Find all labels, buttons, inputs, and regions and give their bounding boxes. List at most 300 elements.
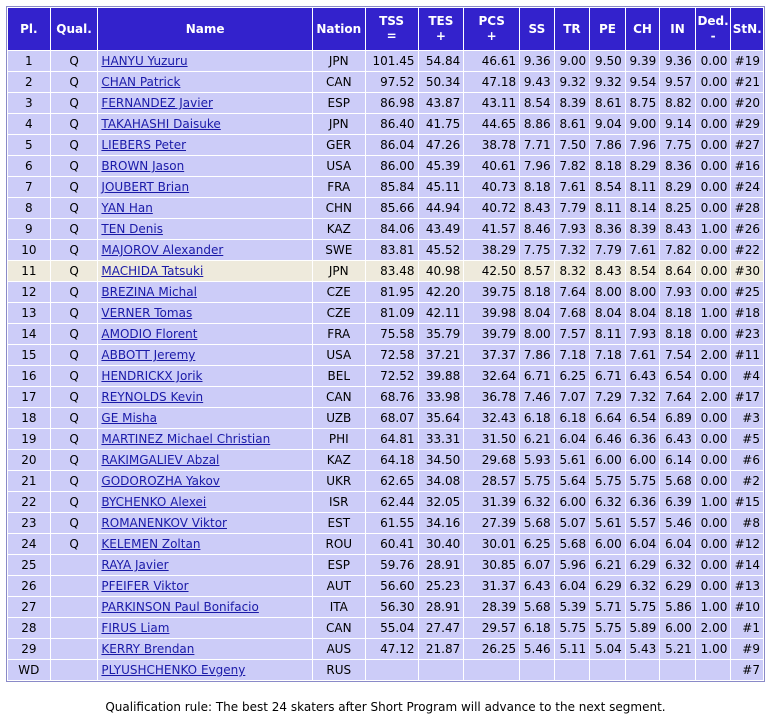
tes-cell: 41.75 xyxy=(419,114,464,134)
pcs-cell: 39.79 xyxy=(464,324,519,344)
tr-cell: 8.61 xyxy=(555,114,590,134)
table-row xyxy=(8,639,763,659)
table-row xyxy=(8,198,763,218)
tes-cell: 32.05 xyxy=(419,492,464,512)
ss-cell: 6.71 xyxy=(520,366,554,386)
tss-cell: 85.84 xyxy=(366,177,418,197)
pcs-cell: 26.25 xyxy=(464,639,519,659)
skater-name-cell xyxy=(98,261,311,281)
place-cell: 26 xyxy=(8,576,50,596)
deductions-cell: 0.00 xyxy=(696,576,731,596)
pcs-cell: 29.68 xyxy=(464,450,519,470)
in-cell: 6.32 xyxy=(660,555,695,575)
nation-cell: USA xyxy=(313,156,365,176)
qualification-cell xyxy=(51,597,98,617)
pe-cell xyxy=(590,660,625,680)
tr-cell: 6.25 xyxy=(555,366,590,386)
start-number-cell: #12 xyxy=(731,534,763,554)
skater-name-cell xyxy=(98,660,311,680)
deductions-cell: 0.00 xyxy=(696,324,731,344)
ss-cell: 8.00 xyxy=(520,324,554,344)
qualification-cell xyxy=(51,660,98,680)
deductions-cell: 1.00 xyxy=(696,303,731,323)
ss-cell: 5.68 xyxy=(520,513,554,533)
tes-cell: 34.50 xyxy=(419,450,464,470)
skater-name-link[interactable]: JOUBERT Brian xyxy=(101,180,190,194)
nation-cell: FRA xyxy=(313,177,365,197)
in-cell: 9.57 xyxy=(660,72,695,92)
ch-cell: 7.61 xyxy=(626,345,660,365)
table-row xyxy=(8,219,763,239)
skater-name-link[interactable]: MAJOROV Alexander xyxy=(101,243,224,257)
place-cell: 11 xyxy=(8,261,50,281)
tss-cell: 61.55 xyxy=(366,513,418,533)
tes-cell xyxy=(419,660,464,680)
skater-name-cell xyxy=(98,135,311,155)
skater-name-cell xyxy=(98,492,311,512)
nation-cell: ESP xyxy=(313,93,365,113)
skater-name-cell xyxy=(98,324,311,344)
start-number-cell: #17 xyxy=(731,387,763,407)
tr-cell: 6.04 xyxy=(555,576,590,596)
skater-name-link[interactable]: REYNOLDS Kevin xyxy=(101,390,204,404)
skater-name-link[interactable]: GODOROZHA Yakov xyxy=(101,474,220,488)
skater-name-link[interactable]: HENDRICKX Jorik xyxy=(101,369,203,383)
place-cell: 8 xyxy=(8,198,50,218)
in-cell: 6.39 xyxy=(660,492,695,512)
in-cell: 6.43 xyxy=(660,429,695,449)
tss-cell: 86.00 xyxy=(366,156,418,176)
tr-cell: 5.96 xyxy=(555,555,590,575)
in-cell: 7.64 xyxy=(660,387,695,407)
pcs-cell: 28.57 xyxy=(464,471,519,491)
skater-name-cell xyxy=(98,177,311,197)
in-cell: 7.75 xyxy=(660,135,695,155)
place-cell: 6 xyxy=(8,156,50,176)
skater-name-cell xyxy=(98,51,311,71)
table-row xyxy=(8,114,763,134)
ss-cell: 6.43 xyxy=(520,576,554,596)
place-cell: 3 xyxy=(8,93,50,113)
skater-name-cell xyxy=(98,513,311,533)
place-cell: 1 xyxy=(8,51,50,71)
tes-cell: 27.47 xyxy=(419,618,464,638)
pe-cell: 8.54 xyxy=(590,177,625,197)
tr-cell: 7.82 xyxy=(555,156,590,176)
ss-cell: 8.18 xyxy=(520,177,554,197)
skater-name-link[interactable]: ROMANENKOV Viktor xyxy=(101,516,227,530)
nation-cell: CAN xyxy=(313,618,365,638)
tes-cell: 45.52 xyxy=(419,240,464,260)
tr-cell: 7.93 xyxy=(555,219,590,239)
pcs-cell: 37.37 xyxy=(464,345,519,365)
tes-cell: 33.31 xyxy=(419,429,464,449)
ss-cell: 5.68 xyxy=(520,597,554,617)
ch-cell: 9.00 xyxy=(626,114,660,134)
pe-cell: 6.00 xyxy=(590,450,625,470)
in-cell: 8.82 xyxy=(660,93,695,113)
nation-cell: ITA xyxy=(313,597,365,617)
place-cell: 27 xyxy=(8,597,50,617)
ch-cell: 6.04 xyxy=(626,534,660,554)
in-cell: 5.21 xyxy=(660,639,695,659)
skater-name-link[interactable]: BREZINA Michal xyxy=(101,285,197,299)
pe-cell: 6.21 xyxy=(590,555,625,575)
col-header-pe: PE xyxy=(590,8,625,50)
table-row xyxy=(8,240,763,260)
place-cell: 15 xyxy=(8,345,50,365)
skater-name-cell xyxy=(98,450,311,470)
place-cell: 21 xyxy=(8,471,50,491)
skater-name-link[interactable]: HANYU Yuzuru xyxy=(101,54,188,68)
col-header-qualification: Qual. xyxy=(51,8,98,50)
deductions-cell: 2.00 xyxy=(696,618,731,638)
skater-name-cell xyxy=(98,114,311,134)
pcs-cell: 38.78 xyxy=(464,135,519,155)
qualification-cell: Q xyxy=(51,51,98,71)
deductions-cell: 2.00 xyxy=(696,387,731,407)
skater-name-link[interactable]: AMODIO Florent xyxy=(101,327,198,341)
tr-cell: 7.32 xyxy=(555,240,590,260)
ch-cell: 9.39 xyxy=(626,51,660,71)
qualification-cell: Q xyxy=(51,114,98,134)
skater-name-link[interactable]: PLYUSHCHENKO Evgeny xyxy=(101,663,246,677)
in-cell: 8.29 xyxy=(660,177,695,197)
in-cell: 8.43 xyxy=(660,219,695,239)
nation-cell: ROU xyxy=(313,534,365,554)
col-header-ch: CH xyxy=(626,8,660,50)
skater-name-link[interactable]: FIRUS Liam xyxy=(101,621,170,635)
start-number-cell: #8 xyxy=(731,513,763,533)
pcs-cell: 41.57 xyxy=(464,219,519,239)
skater-name-link[interactable]: RAYA Javier xyxy=(101,558,169,572)
qualification-cell xyxy=(51,555,98,575)
nation-cell: AUS xyxy=(313,639,365,659)
skater-name-link[interactable]: LIEBERS Peter xyxy=(101,138,187,152)
qualification-cell: Q xyxy=(51,240,98,260)
qualification-cell: Q xyxy=(51,324,98,344)
nation-cell: JPN xyxy=(313,261,365,281)
pe-cell: 6.46 xyxy=(590,429,625,449)
table-row xyxy=(8,492,763,512)
tr-cell: 7.68 xyxy=(555,303,590,323)
skater-name-link[interactable]: CHAN Patrick xyxy=(101,75,181,89)
ch-cell: 8.04 xyxy=(626,303,660,323)
tr-cell: 5.75 xyxy=(555,618,590,638)
place-cell: 2 xyxy=(8,72,50,92)
qualification-cell: Q xyxy=(51,261,98,281)
ss-cell: 7.96 xyxy=(520,156,554,176)
tes-cell: 45.11 xyxy=(419,177,464,197)
tss-cell: 47.12 xyxy=(366,639,418,659)
skater-name-link[interactable]: FERNANDEZ Javier xyxy=(101,96,213,110)
pe-cell: 6.32 xyxy=(590,492,625,512)
col-header-nation: Nation xyxy=(313,8,365,50)
ss-cell xyxy=(520,660,554,680)
ss-cell: 7.46 xyxy=(520,387,554,407)
pcs-cell: 32.43 xyxy=(464,408,519,428)
header-row xyxy=(8,8,763,50)
tes-cell: 34.08 xyxy=(419,471,464,491)
skater-name-link[interactable]: VERNER Tomas xyxy=(101,306,193,320)
in-cell: 6.29 xyxy=(660,576,695,596)
pcs-cell: 31.50 xyxy=(464,429,519,449)
pcs-cell: 32.64 xyxy=(464,366,519,386)
skater-name-link[interactable]: KERRY Brendan xyxy=(101,642,195,656)
tr-cell: 9.00 xyxy=(555,51,590,71)
tes-cell: 54.84 xyxy=(419,51,464,71)
pcs-cell xyxy=(464,660,519,680)
place-cell: 19 xyxy=(8,429,50,449)
deductions-cell: 1.00 xyxy=(696,492,731,512)
table-row xyxy=(8,597,763,617)
skater-name-link[interactable]: MARTINEZ Michael Christian xyxy=(101,432,271,446)
in-cell: 8.64 xyxy=(660,261,695,281)
tes-cell: 40.98 xyxy=(419,261,464,281)
pcs-cell: 47.18 xyxy=(464,72,519,92)
tss-cell: 86.04 xyxy=(366,135,418,155)
pcs-cell: 31.37 xyxy=(464,576,519,596)
place-cell: 12 xyxy=(8,282,50,302)
tr-cell: 7.57 xyxy=(555,324,590,344)
tr-cell: 6.00 xyxy=(555,492,590,512)
pe-cell: 8.11 xyxy=(590,198,625,218)
qualification-cell: Q xyxy=(51,387,98,407)
skater-name-link[interactable]: TAKAHASHI Daisuke xyxy=(101,117,221,131)
tss-cell: 68.76 xyxy=(366,387,418,407)
ch-cell: 8.39 xyxy=(626,219,660,239)
ch-cell: 6.54 xyxy=(626,408,660,428)
skater-name-link[interactable]: YAN Han xyxy=(101,201,153,215)
pcs-cell: 38.29 xyxy=(464,240,519,260)
start-number-cell: #25 xyxy=(731,282,763,302)
nation-cell: UZB xyxy=(313,408,365,428)
ss-cell: 6.07 xyxy=(520,555,554,575)
place-cell: 17 xyxy=(8,387,50,407)
pe-cell: 9.32 xyxy=(590,72,625,92)
nation-cell: AUT xyxy=(313,576,365,596)
tes-cell: 33.98 xyxy=(419,387,464,407)
pcs-cell: 40.72 xyxy=(464,198,519,218)
in-cell: 8.36 xyxy=(660,156,695,176)
tss-cell: 81.95 xyxy=(366,282,418,302)
ss-cell: 8.04 xyxy=(520,303,554,323)
place-cell: 5 xyxy=(8,135,50,155)
nation-cell: FRA xyxy=(313,324,365,344)
pe-cell: 5.75 xyxy=(590,618,625,638)
pe-cell: 8.36 xyxy=(590,219,625,239)
table-row xyxy=(8,177,763,197)
ss-cell: 8.43 xyxy=(520,198,554,218)
qualification-cell: Q xyxy=(51,429,98,449)
col-header-tr: TR xyxy=(555,8,590,50)
tss-cell: 81.09 xyxy=(366,303,418,323)
ch-cell: 9.54 xyxy=(626,72,660,92)
tss-cell: 64.18 xyxy=(366,450,418,470)
tss-cell: 84.06 xyxy=(366,219,418,239)
deductions-cell: 0.00 xyxy=(696,471,731,491)
skater-name-link[interactable]: PFEIFER Viktor xyxy=(101,579,189,593)
skater-name-link[interactable]: MACHIDA Tatsuki xyxy=(101,264,204,278)
skater-name-cell xyxy=(98,156,311,176)
tes-cell: 37.21 xyxy=(419,345,464,365)
col-header-start-number: StN. xyxy=(731,8,763,50)
pcs-cell: 36.78 xyxy=(464,387,519,407)
skater-name-cell xyxy=(98,366,311,386)
ss-cell: 9.43 xyxy=(520,72,554,92)
pe-cell: 7.79 xyxy=(590,240,625,260)
nation-cell: CAN xyxy=(313,387,365,407)
place-cell: 23 xyxy=(8,513,50,533)
skater-name-link[interactable]: BYCHENKO Alexei xyxy=(101,495,207,509)
tes-cell: 21.87 xyxy=(419,639,464,659)
skater-name-cell xyxy=(98,240,311,260)
in-cell: 8.18 xyxy=(660,324,695,344)
start-number-cell: #1 xyxy=(731,618,763,638)
start-number-cell: #10 xyxy=(731,597,763,617)
qualification-rule-note: Qualification rule: The best 24 skaters after Short Program will advance to the next segment. xyxy=(105,700,666,714)
pe-cell: 7.18 xyxy=(590,345,625,365)
tss-cell: 60.41 xyxy=(366,534,418,554)
ch-cell xyxy=(626,660,660,680)
qualification-cell: Q xyxy=(51,177,98,197)
pcs-cell: 39.98 xyxy=(464,303,519,323)
table-row xyxy=(8,450,763,470)
pe-cell: 9.50 xyxy=(590,51,625,71)
nation-cell: CZE xyxy=(313,282,365,302)
deductions-cell: 0.00 xyxy=(696,513,731,533)
nation-cell: SWE xyxy=(313,240,365,260)
qualification-cell: Q xyxy=(51,534,98,554)
tss-cell: 64.81 xyxy=(366,429,418,449)
tes-cell: 42.20 xyxy=(419,282,464,302)
tss-cell: 62.44 xyxy=(366,492,418,512)
ch-cell: 8.11 xyxy=(626,177,660,197)
skater-name-link[interactable]: BROWN Jason xyxy=(101,159,185,173)
ss-cell: 8.86 xyxy=(520,114,554,134)
deductions-cell: 0.00 xyxy=(696,135,731,155)
ch-cell: 6.43 xyxy=(626,366,660,386)
deductions-cell: 1.00 xyxy=(696,597,731,617)
start-number-cell: #16 xyxy=(731,156,763,176)
col-header-tss: TSS = xyxy=(366,8,418,50)
nation-cell: GER xyxy=(313,135,365,155)
start-number-cell: #13 xyxy=(731,576,763,596)
in-cell: 6.89 xyxy=(660,408,695,428)
skater-name-link[interactable]: PARKINSON Paul Bonifacio xyxy=(101,600,259,614)
nation-cell: ESP xyxy=(313,555,365,575)
start-number-cell: #24 xyxy=(731,177,763,197)
ch-cell: 6.36 xyxy=(626,492,660,512)
ch-cell: 5.75 xyxy=(626,471,660,491)
tr-cell: 8.32 xyxy=(555,261,590,281)
start-number-cell: #21 xyxy=(731,72,763,92)
nation-cell: JPN xyxy=(313,114,365,134)
pe-cell: 5.71 xyxy=(590,597,625,617)
ch-cell: 5.43 xyxy=(626,639,660,659)
start-number-cell: #14 xyxy=(731,555,763,575)
tr-cell: 5.61 xyxy=(555,450,590,470)
tss-cell: 55.04 xyxy=(366,618,418,638)
skater-name-cell xyxy=(98,303,311,323)
ch-cell: 6.32 xyxy=(626,576,660,596)
skater-name-cell xyxy=(98,576,311,596)
skater-name-cell xyxy=(98,345,311,365)
qualification-cell: Q xyxy=(51,513,98,533)
start-number-cell: #7 xyxy=(731,660,763,680)
ss-cell: 8.57 xyxy=(520,261,554,281)
place-cell: 4 xyxy=(8,114,50,134)
skater-name-cell xyxy=(98,618,311,638)
nation-cell: BEL xyxy=(313,366,365,386)
tss-cell: 85.66 xyxy=(366,198,418,218)
deductions-cell: 0.00 xyxy=(696,366,731,386)
tes-cell: 50.34 xyxy=(419,72,464,92)
tr-cell: 5.11 xyxy=(555,639,590,659)
table-row xyxy=(8,471,763,491)
pcs-cell: 44.65 xyxy=(464,114,519,134)
skater-name-cell xyxy=(98,597,311,617)
tss-cell: 68.07 xyxy=(366,408,418,428)
start-number-cell: #23 xyxy=(731,324,763,344)
skater-name-link[interactable]: RAKIMGALIEV Abzal xyxy=(101,453,220,467)
place-cell: 7 xyxy=(8,177,50,197)
ss-cell: 8.18 xyxy=(520,282,554,302)
table-row xyxy=(8,282,763,302)
table-row xyxy=(8,303,763,323)
skater-name-link[interactable]: GE Misha xyxy=(101,411,158,425)
skater-name-cell xyxy=(98,219,311,239)
table-row xyxy=(8,51,763,71)
qualification-cell: Q xyxy=(51,72,98,92)
table-row xyxy=(8,345,763,365)
tes-cell: 28.91 xyxy=(419,555,464,575)
pcs-cell: 28.39 xyxy=(464,597,519,617)
start-number-cell: #26 xyxy=(731,219,763,239)
deductions-cell: 0.00 xyxy=(696,51,731,71)
skater-name-link[interactable]: TEN Denis xyxy=(101,222,163,236)
ch-cell: 5.75 xyxy=(626,597,660,617)
pe-cell: 5.61 xyxy=(590,513,625,533)
ss-cell: 7.86 xyxy=(520,345,554,365)
deductions-cell: 0.00 xyxy=(696,534,731,554)
ss-cell: 5.93 xyxy=(520,450,554,470)
start-number-cell: #11 xyxy=(731,345,763,365)
place-cell: 22 xyxy=(8,492,50,512)
nation-cell: EST xyxy=(313,513,365,533)
tr-cell: 5.64 xyxy=(555,471,590,491)
table-row xyxy=(8,408,763,428)
qualification-cell: Q xyxy=(51,471,98,491)
skater-name-cell xyxy=(98,639,311,659)
nation-cell: ISR xyxy=(313,492,365,512)
ch-cell: 6.00 xyxy=(626,450,660,470)
start-number-cell: #6 xyxy=(731,450,763,470)
skater-name-link[interactable]: KELEMEN Zoltan xyxy=(101,537,201,551)
ss-cell: 5.46 xyxy=(520,639,554,659)
skater-name-link[interactable]: ABBOTT Jeremy xyxy=(101,348,196,362)
tss-cell: 72.58 xyxy=(366,345,418,365)
tes-cell: 25.23 xyxy=(419,576,464,596)
results-table xyxy=(6,6,765,682)
start-number-cell: #18 xyxy=(731,303,763,323)
ch-cell: 6.29 xyxy=(626,555,660,575)
col-header-place: Pl. xyxy=(8,8,50,50)
tss-cell: 62.65 xyxy=(366,471,418,491)
pcs-cell: 46.61 xyxy=(464,51,519,71)
tss-cell: 59.76 xyxy=(366,555,418,575)
qualification-cell: Q xyxy=(51,156,98,176)
